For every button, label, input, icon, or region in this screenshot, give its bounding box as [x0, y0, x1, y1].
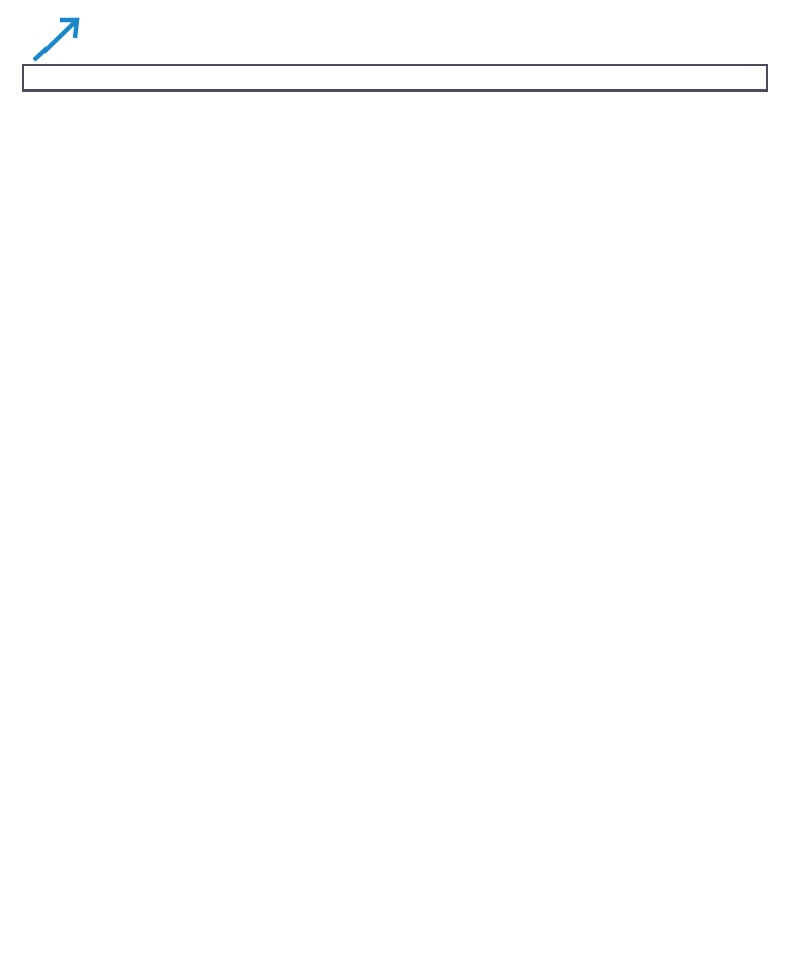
- title-block: [0, 0, 790, 62]
- brand-arrow-icon: [30, 12, 92, 62]
- table-title-bar: [24, 66, 766, 90]
- spec-table-frame: [22, 64, 768, 92]
